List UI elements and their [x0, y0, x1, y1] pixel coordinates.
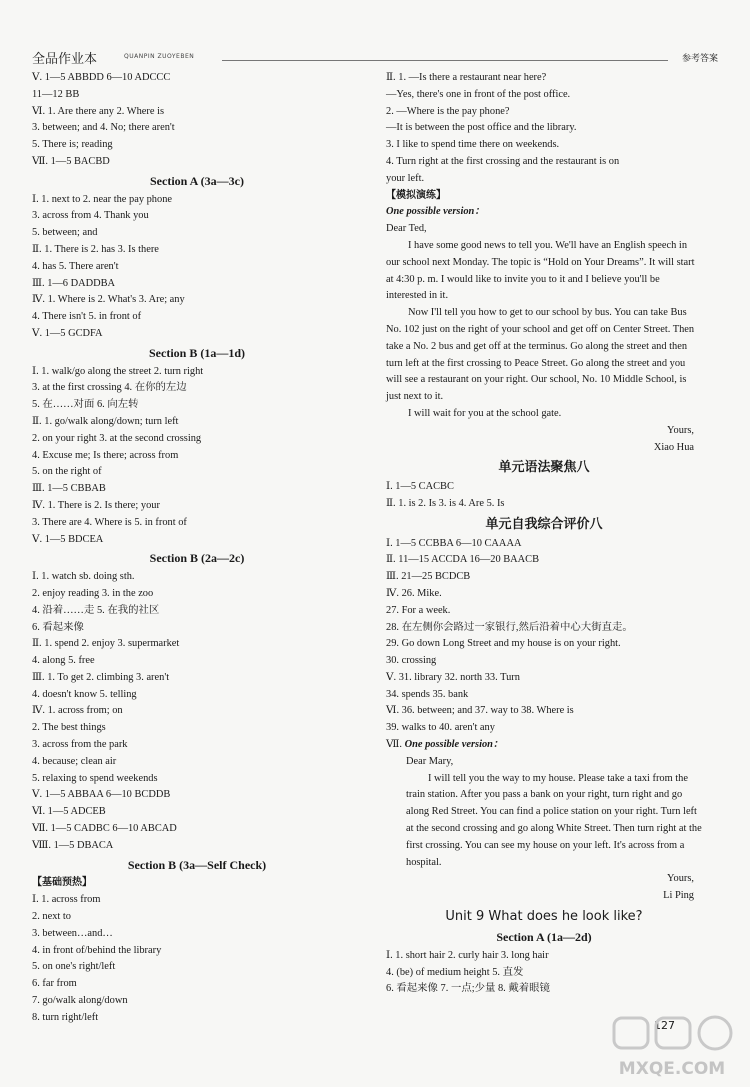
letter-one [386, 221, 702, 456]
answer-line: Ⅳ. 1. Where is 2. What's 3. Are; any [32, 294, 185, 306]
version-label: One possible version： [386, 206, 485, 218]
answer-line: Ⅲ. 1. To get 2. climbing 3. aren't [32, 671, 170, 683]
watermark-icon [600, 1010, 745, 1082]
answer-line: 4. (be) of medium height 5. 直发 [386, 966, 524, 978]
answer-line: Ⅶ. 1—5 CADBC 6—10 ABCAD [32, 823, 177, 835]
answer-line: Ⅵ. 36. between; and 37. way to 38. Where is [386, 705, 574, 717]
answer-line: Ⅶ. 1—5 BACBD [32, 155, 110, 167]
answer-line: 3. I like to spend time there on weekends. [386, 139, 560, 151]
section-heading: Section B (1a—1d) [149, 345, 245, 360]
letter-two [386, 754, 702, 905]
answer-line: 3. between…and… [32, 927, 113, 939]
answer-line: 4. Excuse me; Is there; across from [32, 449, 179, 461]
answer-line: Ⅴ. 1—5 GCDFA [32, 327, 103, 339]
left-top-block [32, 70, 362, 171]
answer-line: Ⅰ. 1—5 CCBBA 6—10 CAAAA [386, 537, 522, 549]
brand-title: 全品作业本 [32, 52, 98, 67]
answer-line: 3. across from 4. Thank you [32, 210, 149, 222]
answer-line: 3. across from the park [32, 739, 128, 751]
answer-line: 28. 在左侧你会路过一家银行,然后沿着中心大街直走。 [386, 621, 633, 633]
answer-line: 4. because; clean air [32, 755, 117, 767]
answer-line: 4. There isn't 5. in front of [32, 311, 142, 323]
answer-line: 6. 看起来像 [32, 621, 84, 633]
version-label: One possible version： [404, 739, 504, 751]
answer-line: Ⅴ. 31. library 32. north 33. Turn [386, 671, 520, 683]
section-b2-block [32, 569, 362, 855]
answer-line: 6. 看起来像 7. 一点;少量 8. 戴着眼镜 [386, 983, 550, 995]
answer-line: Ⅰ. 1. next to 2. near the pay phone [32, 193, 173, 205]
answer-line: 6. far from [32, 978, 77, 990]
answer-line: Ⅳ. 26. Mike. [386, 587, 442, 599]
answer-line: 4. doesn't know 5. telling [32, 688, 137, 700]
answer-line: Ⅱ. 11—15 ACCDA 16—20 BAACB [386, 554, 540, 566]
answer-line [386, 737, 702, 754]
roman-numeral-label: Ⅶ. [386, 739, 405, 751]
answer-line: Ⅱ. 1. go/walk along/down; turn left [32, 415, 179, 427]
brand-pinyin: QUANPIN ZUOYEBEN [124, 53, 195, 60]
answer-line: 3. at the first crossing 4. 在你的左边 [32, 382, 187, 394]
answer-line: Ⅲ. 1—6 DADDBA [32, 277, 116, 289]
unit-title: Unit 9 What does he look like? [445, 909, 643, 925]
answer-line: 2. on your right 3. at the second crossing [32, 432, 202, 444]
answer-line: 4. has 5. There aren't [32, 260, 119, 272]
answer-line: 2. —Where is the pay phone? [386, 105, 510, 117]
answer-line: 5. There is; reading [32, 139, 113, 151]
answer-line: Ⅴ. 1—5 ABBAA 6—10 BCDDB [32, 789, 171, 801]
right-top-block [386, 70, 702, 188]
answer-line: Ⅴ. 1—5 BDCEA [32, 533, 104, 545]
answer-line: 29. Go down Long Street and my house is on your right. [386, 638, 621, 650]
page-number: 127 [654, 1019, 675, 1032]
section-heading: Section A (3a—3c) [150, 173, 244, 188]
grammar-heading: 单元语法聚焦八 [498, 460, 590, 476]
answer-line: 34. spends 35. bank [386, 688, 469, 700]
answer-line: 3. There are 4. Where is 5. in front of [32, 516, 187, 528]
section-heading: Section A (1a—2d) [496, 930, 592, 945]
section-b1-block [32, 364, 362, 549]
answer-line: —Yes, there's one in front of the post office. [386, 88, 571, 100]
answer-line: 5. on one's right/left [32, 961, 116, 973]
answer-line: 4. along 5. free [32, 655, 95, 667]
letter-signature: Xiao Hua [653, 441, 694, 453]
letter-paragraph: I will wait for you at the school gate. [408, 407, 562, 419]
sub-heading-tag: 【基础预热】 [32, 877, 92, 889]
answer-line: your left. [386, 172, 425, 184]
answer-line: Ⅰ. 1. across from [32, 894, 101, 906]
answer-line: 7. go/walk along/down [32, 995, 128, 1007]
letter-greeting: Dear Mary, [406, 755, 454, 767]
answer-line: Ⅵ. 1. Are there any 2. Where is [32, 105, 165, 117]
page-header [32, 46, 718, 66]
answer-line: Ⅰ. 1. walk/go along the street 2. turn right [32, 365, 204, 377]
answer-line: 3. between; and 4. No; there aren't [32, 122, 175, 134]
answer-line: Ⅴ. 1—5 ABBDD 6—10 ADCCC [32, 72, 171, 83]
answer-line: 4. 沿着……走 5. 在我的社区 [32, 604, 160, 616]
answer-line: Ⅰ. 1—5 CACBC [386, 481, 454, 493]
answer-line: Ⅱ. 1. There is 2. has 3. Is there [32, 243, 159, 255]
answer-line: 27. For a week. [386, 604, 451, 616]
answer-key-label: 参考答案 [681, 54, 718, 64]
left-column [32, 70, 362, 1027]
grammar-block [386, 479, 702, 513]
letter-paragraph: Now I'll tell you how to get to our school by bus. You can take Bus No. 102 just on the right of your school and get off on Center Street. Then take a No. 2 bus and get off at the terminus. Go along the street and then turn left at the first crossing to Peace Street. Go along the street and you will see a restaurant on your right. Our school, No. 10 Middle School, is just next to it. [386, 307, 695, 403]
sub-heading-tag: 【模拟演练】 [386, 189, 446, 201]
answer-line: 5. 在……对面 6. 向左转 [32, 399, 139, 411]
watermark-logo [600, 1010, 745, 1082]
answer-line: Ⅰ. 1. watch sb. doing sth. [32, 571, 135, 583]
answer-line: Ⅷ. 1—5 DBACA [32, 839, 114, 851]
answer-line: 5. between; and [32, 227, 98, 239]
unit-block [386, 948, 702, 998]
letter-closing: Yours, [667, 873, 694, 885]
answer-line: 4. Turn right at the first crossing and the restaurant is on [386, 155, 620, 167]
section-a-block [32, 192, 362, 343]
answer-line: 30. crossing [386, 655, 437, 667]
answer-line: Ⅲ. 21—25 BCDCB [386, 571, 471, 583]
answer-line: Ⅱ. 1. —Is there a restaurant near here? [386, 72, 547, 83]
header-rule [222, 60, 668, 61]
review-heading: 单元自我综合评价八 [485, 516, 603, 532]
letter-greeting: Dear Ted, [386, 223, 427, 235]
answer-line: 39. walks to 40. aren't any [386, 722, 495, 734]
watermark-text: MXQE.COM [618, 1059, 726, 1079]
answer-line: 8. turn right/left [32, 1011, 99, 1023]
answer-line: 11—12 BB [32, 88, 80, 100]
answer-line: Ⅵ. 1—5 ADCEB [32, 806, 106, 818]
answer-line: Ⅱ. 1. spend 2. enjoy 3. supermarket [32, 638, 180, 650]
answer-line: Ⅳ. 1. There is 2. Is there; your [32, 499, 160, 511]
answer-line: 5. relaxing to spend weekends [32, 772, 158, 784]
answer-line: Ⅳ. 1. across from; on [32, 705, 123, 717]
answer-line: Ⅲ. 1—5 CBBAB [32, 483, 106, 495]
letter-paragraph: I will tell you the way to my house. Please take a taxi from the train station. After you pass a bank on your right, turn right and go along Red Street. You can find a police station on your right. Turn left at the second crossing and go along White Street. Then turn right at the first crossing. You can see my house on your left. It's across from a hospital. [406, 772, 702, 868]
answer-line: 2. The best things [32, 722, 106, 734]
letter-paragraph: I have some good news to tell you. We'll have an English speech in our school next Monday. The topic is “Hold on Your Dreams”. It will start at 4:30 p. m. I would like to invite you to it and I believe you'll be interested in it. [386, 239, 695, 302]
review-block [386, 536, 702, 754]
section-heading: Section B (2a—2c) [149, 551, 245, 566]
answer-line: 4. in front of/behind the library [32, 944, 162, 956]
answer-line: 2. enjoy reading 3. in the zoo [32, 587, 154, 599]
letter-closing: Yours, [667, 424, 694, 436]
answer-line: 2. next to [32, 911, 71, 923]
right-column [386, 70, 702, 998]
section-heading: Section B (3a—Self Check) [127, 857, 267, 872]
answer-line: Ⅰ. 1. short hair 2. curly hair 3. long hair [386, 949, 549, 961]
answer-line: —It is between the post office and the library. [386, 122, 577, 134]
answer-line: 5. on the right of [32, 466, 102, 478]
letter-signature: Li Ping [663, 890, 694, 902]
answer-line: Ⅱ. 1. is 2. Is 3. is 4. Are 5. Is [386, 497, 505, 509]
section-b3-block [32, 892, 362, 1026]
